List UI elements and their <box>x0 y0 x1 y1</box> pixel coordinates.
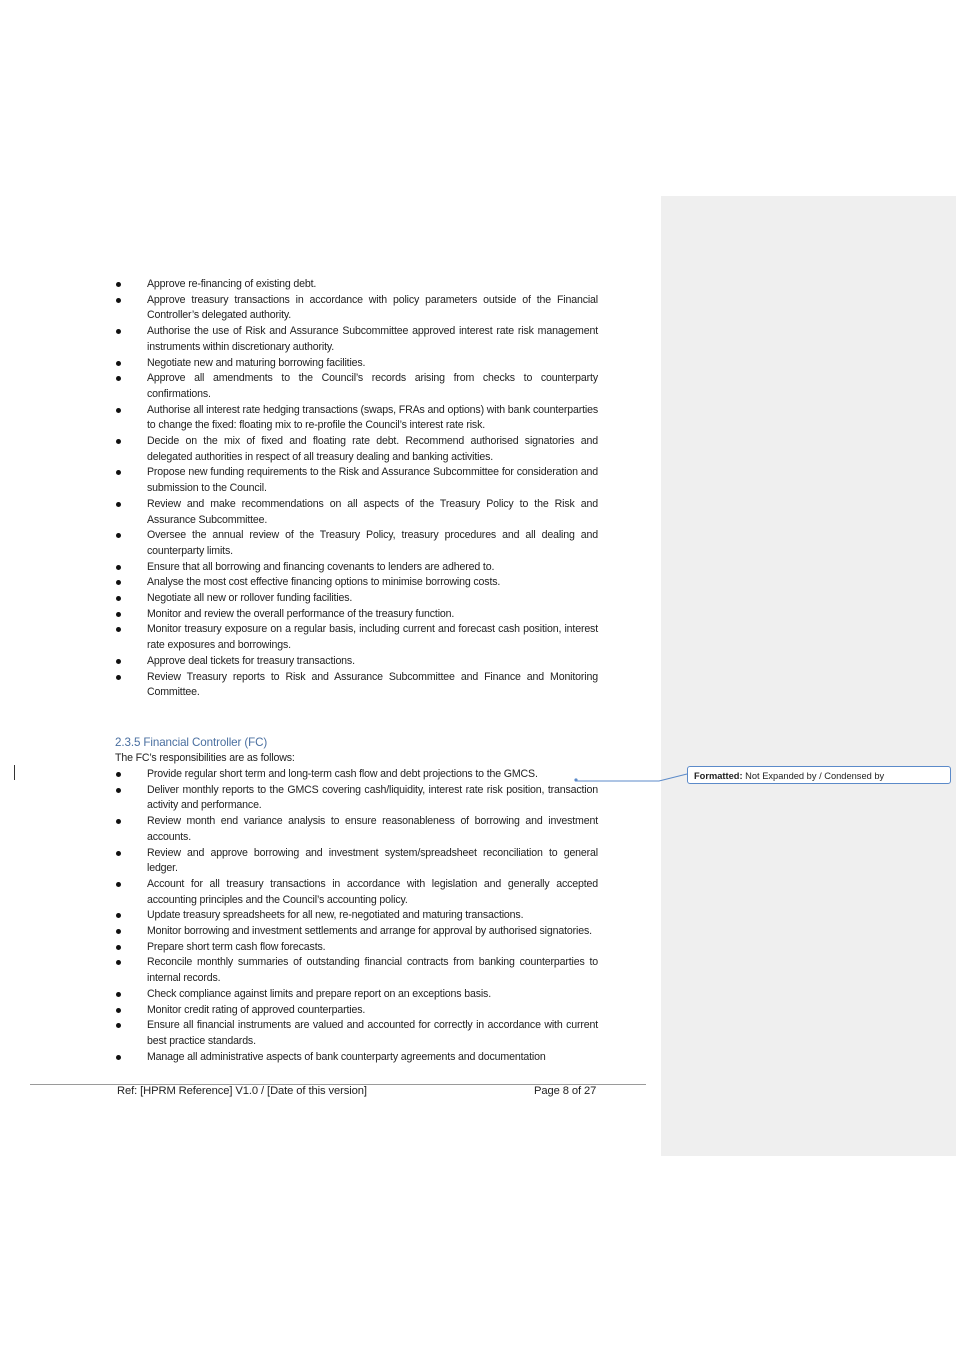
bullet-icon <box>116 361 121 366</box>
comment-label: Formatted: <box>694 771 743 781</box>
list-item-text: Monitor treasury exposure on a regular basis, including current and forecast cash position, interest rate exposures and borrowings. <box>147 623 598 652</box>
list-item <box>0 403 598 434</box>
list-item-text: Decide on the mix of fixed and floating rate debt. Recommend authorised signatories and delegated authorities in respect of all treasury dealing and banking activities. <box>147 435 598 463</box>
list-item-text: Negotiate all new or rollover funding facilities. <box>147 592 353 605</box>
list-item <box>0 293 598 324</box>
bullet-icon <box>116 675 121 680</box>
list-item <box>0 560 598 576</box>
list-item <box>0 497 598 528</box>
section-intro: The FC’s responsibilities are as follows: <box>115 752 295 764</box>
markup-pane <box>661 196 956 1156</box>
bullet-icon <box>116 960 121 965</box>
list-item-text: Propose new funding requirements to the Risk and Assurance Subcommittee for consideration and submission to the Council. <box>147 466 598 495</box>
list-item-text: Authorise the use of Risk and Assurance Subcommittee approved interest rate risk management instruments within discretionary authority. <box>147 325 598 353</box>
list-item-text: Monitor credit rating of approved counterparties. <box>147 1003 366 1016</box>
bullet-icon <box>116 282 121 287</box>
list-item-text: Monitor and review the overall performance of the treasury function. <box>147 607 455 620</box>
list-item-text: Account for all treasury transactions in accordance with legislation and generally accepted accounting principles and the Council’s accounting policy. <box>147 877 598 906</box>
bullet-icon <box>116 788 121 793</box>
bullet-list <box>0 277 640 701</box>
bullet-icon <box>116 819 121 824</box>
list-item <box>0 528 598 559</box>
fc-responsibilities-list <box>0 767 640 1065</box>
list-item <box>0 940 598 956</box>
list-item-text: Analyse the most cost effective financing options to minimise borrowing costs. <box>147 576 501 589</box>
bullet-icon <box>116 612 121 617</box>
bullet-icon <box>116 298 121 303</box>
list-item <box>0 591 598 607</box>
bullet-icon <box>116 772 121 777</box>
list-item <box>0 955 598 986</box>
bullet-icon <box>116 882 121 887</box>
list-item-text: Ensure that all borrowing and financing covenants to lenders are adhered to. <box>147 560 495 573</box>
list-item <box>0 987 598 1003</box>
list-item <box>0 1003 598 1019</box>
list-item-text: Monitor borrowing and investment settlements and arrange for approval by authorised signatories. <box>147 925 592 938</box>
list-item <box>0 924 598 940</box>
list-item <box>0 277 598 293</box>
list-item <box>0 434 598 465</box>
list-item-text: Approve re-financing of existing debt. <box>147 278 317 290</box>
list-item-text: Ensure all financial instruments are valued and accounted for correctly in accordance with current best practice standards. <box>147 1019 598 1047</box>
formatting-comment-balloon[interactable] <box>687 766 951 784</box>
footer-reference: Ref: [HPRM Reference] V1.0 / [Date of this version] <box>117 1085 367 1097</box>
list-item-text: Oversee the annual review of the Treasury Policy, treasury procedures and all dealing and counterparty limits. <box>147 529 598 557</box>
list-item <box>0 575 598 591</box>
list-item-text: Review and make recommendations on all aspects of the Treasury Policy to the Risk and Assurance Subcommittee. <box>147 497 598 526</box>
list-item <box>0 877 598 908</box>
list-item <box>0 465 598 496</box>
list-item <box>0 622 598 653</box>
list-item <box>0 654 598 670</box>
bullet-icon <box>116 1008 121 1013</box>
bullet-icon <box>116 1055 121 1060</box>
bullet-icon <box>116 533 121 538</box>
bullet-icon <box>116 596 121 601</box>
list-item-text: Update treasury spreadsheets for all new, re-negotiated and maturing transactions. <box>147 909 524 922</box>
bullet-icon <box>116 913 121 918</box>
list-item <box>0 371 598 402</box>
list-item-text: Approve treasury transactions in accordance with policy parameters outside of the Financial Controller’s delegated authority. <box>147 293 598 322</box>
list-item-text: Prepare short term cash flow forecasts. <box>147 940 326 953</box>
responsibilities-list-top <box>0 277 640 701</box>
bullet-icon <box>116 992 121 997</box>
bullet-icon <box>116 376 121 381</box>
list-item <box>0 670 598 701</box>
footer-page-number: Page 8 of 27 <box>534 1085 597 1097</box>
list-item-text: Provide regular short term and long-term cash flow and debt projections to the GMCS. <box>147 768 538 780</box>
list-item-text: Review Treasury reports to Risk and Assurance Subcommittee and Finance and Monitoring Committee. <box>147 670 598 699</box>
bullet-icon <box>116 329 121 334</box>
list-item-text: Review month end variance analysis to ensure reasonableness of borrowing and investment accounts. <box>147 815 598 843</box>
list-item-text: Negotiate new and maturing borrowing facilities. <box>147 356 366 369</box>
list-item-text: Review and approve borrowing and investment system/spreadsheet reconciliation to general ledger. <box>147 846 598 875</box>
list-item <box>0 1018 598 1049</box>
bullet-icon <box>116 408 121 413</box>
bullet-icon <box>116 627 121 632</box>
list-item-text: Check compliance against limits and prepare report on an exceptions basis. <box>147 987 491 1000</box>
list-item <box>0 1050 598 1066</box>
comment-text: Not Expanded by / Condensed by <box>745 771 885 781</box>
list-item <box>0 356 598 372</box>
bullet-icon <box>116 945 121 950</box>
bullet-icon <box>116 851 121 856</box>
bullet-icon <box>116 929 121 934</box>
bullet-icon <box>116 565 121 570</box>
list-item-text: Approve all amendments to the Council’s records arising from checks to counterparty confirmations. <box>147 372 598 400</box>
list-item <box>0 846 598 877</box>
list-item-text: Authorise all interest rate hedging transactions (swaps, FRAs and options) with bank counterparties to change the fixed: floating mix to re-profile the Council’s interest rate risk. <box>147 403 598 432</box>
bullet-list <box>0 767 640 1065</box>
list-item-text: Deliver monthly reports to the GMCS covering cash/liquidity, interest rate risk position, transaction activity and performance. <box>147 783 598 812</box>
bullet-icon <box>116 1023 121 1028</box>
list-item-text: Manage all administrative aspects of bank counterparty agreements and documentation <box>147 1050 546 1063</box>
list-item <box>0 814 598 845</box>
bullet-icon <box>116 580 121 585</box>
list-item-text: Approve deal tickets for treasury transactions. <box>147 654 355 667</box>
bullet-icon <box>116 470 121 475</box>
list-item <box>0 908 598 924</box>
bullet-icon <box>116 439 121 444</box>
list-item-text: Reconcile monthly summaries of outstanding financial contracts from banking counterparties to internal records. <box>147 956 598 985</box>
list-item <box>0 767 598 783</box>
list-item <box>0 783 598 814</box>
section-heading: 2.3.5 Financial Controller (FC) <box>115 736 268 749</box>
bullet-icon <box>116 502 121 507</box>
list-item <box>0 607 598 623</box>
bullet-icon <box>116 659 121 664</box>
list-item <box>0 324 598 355</box>
